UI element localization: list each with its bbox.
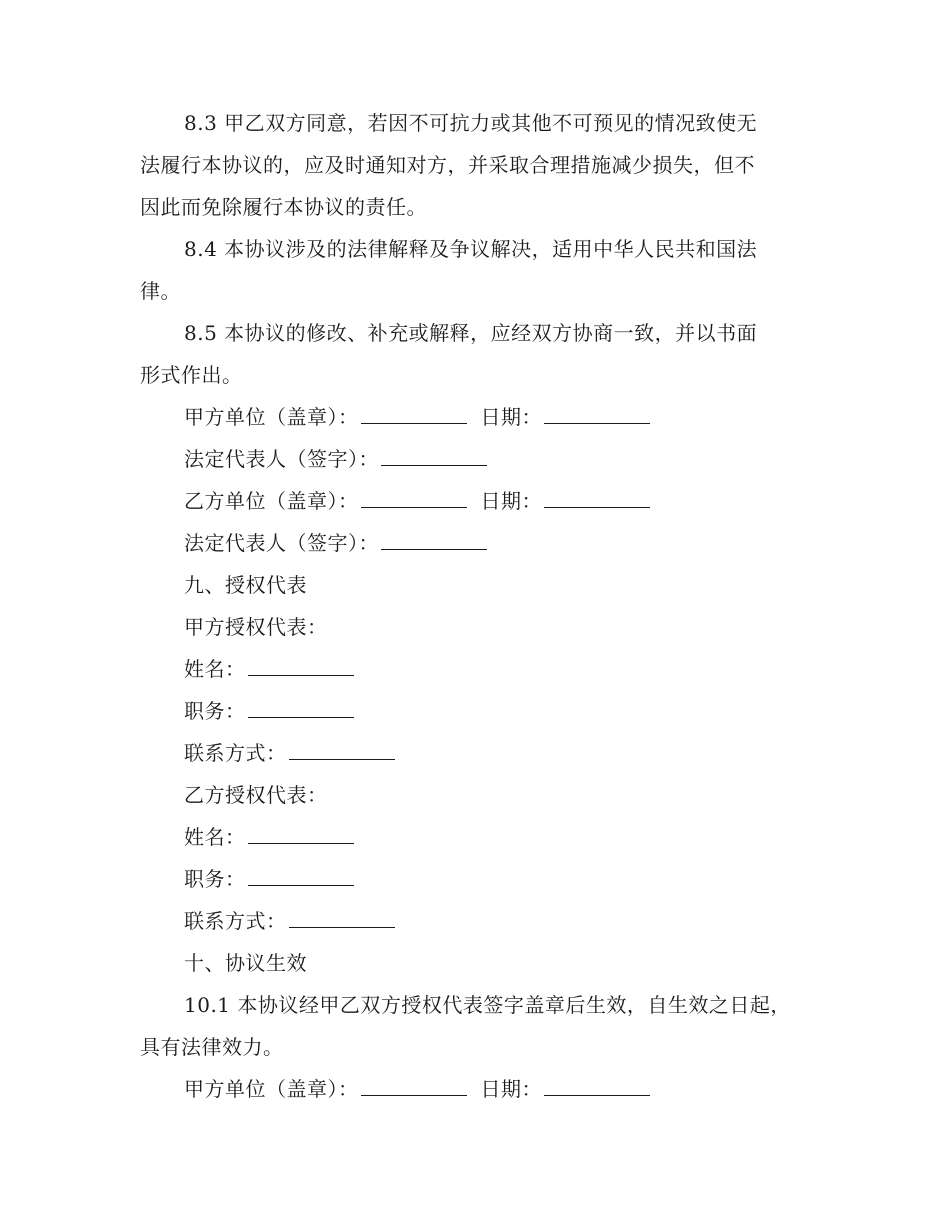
party-a-rep-name-row [184,656,354,682]
party-b-date-blank[interactable] [544,489,650,508]
contact-label: 联系方式： [184,909,287,933]
title-label: 职务： [184,867,246,891]
clause-10-1-line-2: 具有法律效力。 [140,1035,284,1059]
name-label: 姓名： [184,825,246,849]
party-a-date-blank[interactable] [544,405,650,424]
clause-8-4-line-1: 8.4 本协议涉及的法律解释及争议解决，适用中华人民共和国法 [184,237,758,261]
party-b-rep-name-row [184,824,354,850]
party-a-legal-rep-row [184,446,487,472]
party-b-signature-row [184,488,650,514]
party-a-legal-rep-label: 法定代表人（签字）： [184,447,379,471]
clause-10-1-line-1: 10.1 本协议经甲乙双方授权代表签字盖章后生效，自生效之日起， [184,993,791,1017]
party-a-rep-title-row [184,698,354,724]
party-a-rep-heading: 甲方授权代表： [184,615,328,639]
party-a-rep-contact-row [184,740,395,766]
clause-8-3-line-1: 8.3 甲乙双方同意，若因不可抗力或其他不可预见的情况致使无 [184,111,758,135]
party-b-rep-contact-blank[interactable] [289,909,395,928]
section-10-heading: 十、协议生效 [184,951,307,975]
party-a-final-signature-row [184,1076,650,1102]
party-a-unit-blank[interactable] [361,405,467,424]
party-a-rep-title-blank[interactable] [248,699,354,718]
party-b-date-label: 日期： [480,489,542,513]
clause-8-5-line-1: 8.5 本协议的修改、补充或解释，应经双方协商一致，并以书面 [184,321,758,345]
party-a-final-unit-blank[interactable] [361,1077,467,1096]
party-b-rep-title-row [184,866,354,892]
section-9-heading: 九、授权代表 [184,573,307,597]
contact-label: 联系方式： [184,741,287,765]
party-a-legal-rep-blank[interactable] [381,447,487,466]
clause-8-3-line-3: 因此而免除履行本协议的责任。 [140,195,427,219]
party-b-rep-contact-row [184,908,395,934]
party-b-unit-label: 乙方单位（盖章）： [184,489,359,513]
clause-8-5-line-2: 形式作出。 [140,363,243,387]
party-b-rep-name-blank[interactable] [248,825,354,844]
party-b-legal-rep-row [184,530,487,556]
title-label: 职务： [184,699,246,723]
party-a-signature-row [184,404,650,430]
party-a-unit-label: 甲方单位（盖章）： [184,1077,359,1101]
party-a-unit-label: 甲方单位（盖章）： [184,405,359,429]
party-b-rep-title-blank[interactable] [248,867,354,886]
clause-8-3-line-2: 法履行本协议的，应及时通知对方，并采取合理措施减少损失，但不 [140,153,755,177]
party-a-rep-contact-blank[interactable] [289,741,395,760]
party-b-unit-blank[interactable] [361,489,467,508]
party-b-legal-rep-label: 法定代表人（签字）： [184,531,379,555]
party-b-legal-rep-blank[interactable] [381,531,487,550]
name-label: 姓名： [184,657,246,681]
party-a-date-label: 日期： [480,1077,542,1101]
clause-8-4-line-2: 律。 [140,279,181,303]
party-b-rep-heading: 乙方授权代表： [184,783,328,807]
party-a-final-date-blank[interactable] [544,1077,650,1096]
party-a-rep-name-blank[interactable] [248,657,354,676]
party-a-date-label: 日期： [480,405,542,429]
